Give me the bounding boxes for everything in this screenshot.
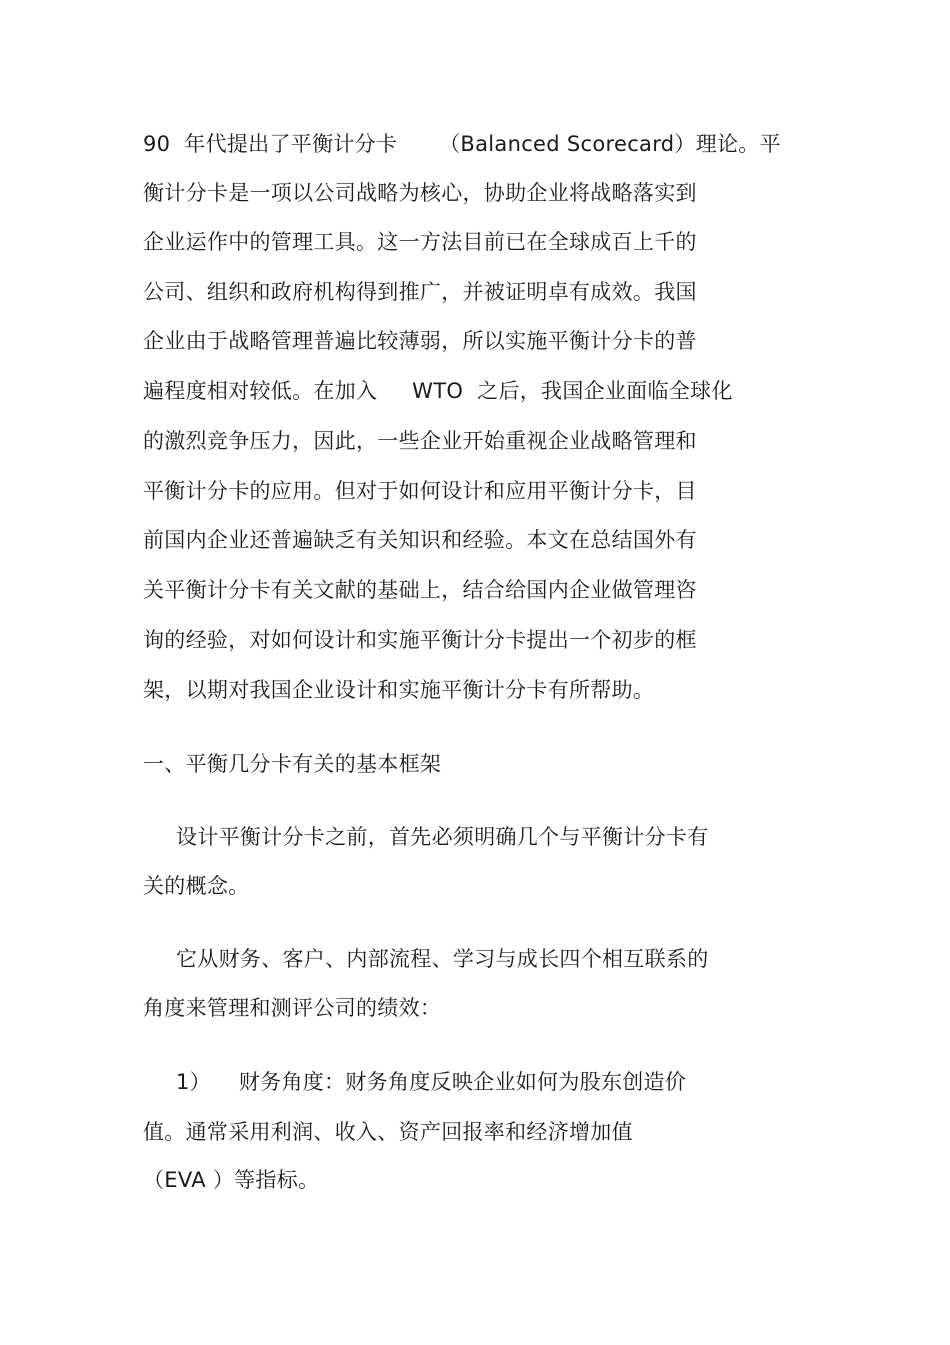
- item1-line-3: （EVA ）等指标。: [143, 1168, 320, 1192]
- intro-line-6: 遍程度相对较低。在加入 WTO 之后，我国企业面临全球化: [143, 379, 733, 403]
- intro-line-9: 前国内企业还普遍缺乏有关知识和经验。本文在总结国外有: [143, 528, 697, 552]
- para2-line-2: 关的概念。: [143, 874, 250, 898]
- intro-line-12: 架，以期对我国企业设计和实施平衡计分卡有所帮助。: [143, 678, 655, 702]
- intro-line-5: 企业由于战略管理普遍比较薄弱，所以实施平衡计分卡的普: [143, 329, 697, 353]
- section-heading: 一、平衡几分卡有关的基本框架: [143, 752, 442, 776]
- intro-line-7: 的激烈竞争压力，因此，一些企业开始重视企业战略管理和: [143, 429, 697, 453]
- item1-line-2: 值。通常采用利润、收入、资产回报率和经济增加值: [143, 1120, 633, 1144]
- para3-line-2: 角度来管理和测评公司的绩效：: [143, 996, 442, 1020]
- intro-line-4: 公司、组织和政府机构得到推广，并被证明卓有成效。我国: [143, 280, 697, 304]
- para3-line-1: 它从财务、客户、内部流程、学习与成长四个相互联系的: [176, 947, 709, 971]
- intro-line-8: 平衡计分卡的应用。但对于如何设计和应用平衡计分卡，目: [143, 479, 697, 503]
- intro-line-3: 企业运作中的管理工具。这一方法目前已在全球成百上千的: [143, 230, 697, 254]
- intro-line-2: 衡计分卡是一项以公司战略为核心，协助企业将战略落实到: [143, 181, 697, 205]
- intro-line-11: 询的经验，对如何设计和实施平衡计分卡提出一个初步的框: [143, 628, 697, 652]
- item1-line-1: 1） 财务角度：财务角度反映企业如何为股东创造价: [176, 1070, 687, 1094]
- para2-line-1: 设计平衡计分卡之前，首先必须明确几个与平衡计分卡有: [176, 825, 709, 849]
- intro-line-10: 关平衡计分卡有关文献的基础上，结合给国内企业做管理咨: [143, 578, 697, 602]
- intro-line-1: 90 年代提出了平衡计分卡 （Balanced Scorecard）理论。平: [143, 132, 781, 156]
